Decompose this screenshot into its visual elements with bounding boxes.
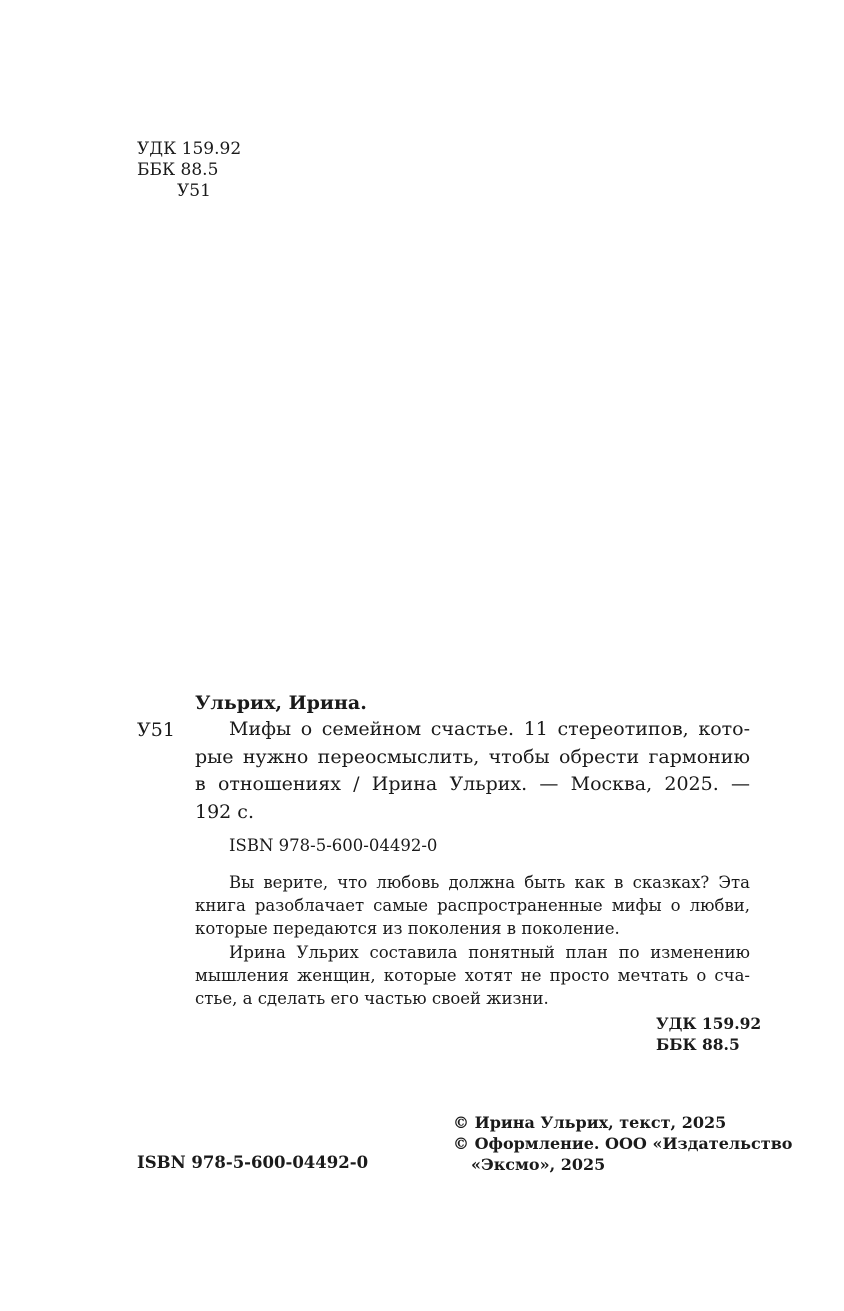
annotation-line: которые передаются из поколения в поколение. [195, 919, 620, 939]
annotation-line: Ирина Ульрих составила понятный план по изменению [229, 942, 750, 962]
description-line: в отношениях / Ирина Ульрих. — Москва, 2025. — [195, 773, 750, 795]
author-heading: Ульрих, Ирина. [195, 692, 367, 714]
footer-isbn: ISBN 978-5-600-04492-0 [137, 1153, 369, 1172]
bottom-udk-code: УДК 159.92 [656, 1014, 762, 1033]
annotation-line: книга разоблачает самые распространенные мифы о любви, [195, 896, 750, 916]
copyright-design-line: © Оформление. ООО «Издательство [453, 1134, 793, 1153]
entry-isbn: ISBN 978-5-600-04492-0 [229, 836, 438, 855]
copyright-text-line: © Ирина Ульрих, текст, 2025 [453, 1113, 727, 1132]
annotation-line: Вы верите, что любовь должна быть как в сказках? Эта [229, 873, 750, 892]
call-mark: У51 [137, 719, 175, 741]
annotation-line: стье, а сделать его частью своей жизни. [195, 989, 549, 1009]
annotation-line: мышления женщин, которые хотят не просто мечтать о сча- [195, 965, 750, 985]
description-line: 192 с. [195, 800, 254, 823]
top-classification-codes [137, 139, 241, 202]
top-udk-code: УДК 159.92 [137, 139, 242, 159]
copyright-design-line-continued: «Эксмо», 2025 [471, 1155, 606, 1174]
description-line: рые нужно переосмыслить, чтобы обрести гармонию [195, 745, 750, 768]
top-bbk-code: ББК 88.5 [137, 160, 219, 180]
copyright-block [453, 1112, 792, 1175]
top-author-mark: У51 [177, 181, 211, 201]
bottom-classification-codes [656, 1013, 761, 1055]
annotation [195, 871, 750, 1010]
bottom-bbk-code: ББК 88.5 [656, 1035, 740, 1054]
description-line: Мифы о семейном счастье. 11 стереотипов, кото- [229, 718, 750, 740]
bibliographic-description [195, 716, 750, 826]
